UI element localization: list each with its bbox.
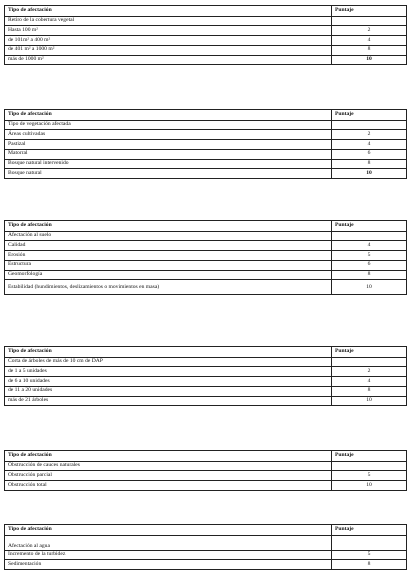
- row-score: 5: [332, 550, 407, 560]
- table-row: [5, 159, 407, 169]
- header-tipo-afectacion: Tipo de afectación: [5, 221, 332, 232]
- table-row: [5, 481, 407, 491]
- row-score: 4: [332, 36, 407, 46]
- table-afectacion-agua: [4, 524, 407, 570]
- table-row: [5, 241, 407, 251]
- table-subtitle: Afectación al agua: [5, 535, 332, 550]
- row-score: 6: [332, 149, 407, 159]
- header-puntaje: Puntaje: [332, 525, 407, 536]
- row-score: 8: [332, 159, 407, 169]
- row-label: Matorral: [5, 149, 332, 159]
- row-label: Incremento de la turbidez: [5, 550, 332, 560]
- table-subtitle: Afectación al suelo: [5, 231, 332, 241]
- table-row: [5, 270, 407, 280]
- row-label: Geomorfología: [5, 270, 332, 280]
- table-row: [5, 149, 407, 159]
- row-score: 4: [332, 140, 407, 150]
- row-label: más de 21 árboles: [5, 396, 332, 406]
- row-label: de 401 m² a 1000 m²: [5, 45, 332, 55]
- table-row: [5, 55, 407, 65]
- header-puntaje: Puntaje: [332, 347, 407, 358]
- row-score: 10: [332, 481, 407, 491]
- table-row: [5, 251, 407, 261]
- row-score: 10: [332, 169, 407, 179]
- table-vegetacion-afectada: [4, 109, 407, 179]
- row-score: 4: [332, 241, 407, 251]
- row-score: 2: [332, 26, 407, 36]
- row-label: Bosque natural intervenido: [5, 159, 332, 169]
- row-label: Obstrucción parcial: [5, 471, 332, 481]
- table-row: [5, 140, 407, 150]
- table-row: [5, 169, 407, 179]
- table-row: [5, 130, 407, 140]
- header-tipo-afectacion: Tipo de afectación: [5, 6, 332, 17]
- header-tipo-afectacion: Tipo de afectación: [5, 451, 332, 462]
- table-subtitle: Tipo de vegetación afectada: [5, 120, 332, 130]
- row-score: 8: [332, 386, 407, 396]
- row-label: Estructura: [5, 260, 332, 270]
- row-label: Obstrucción total: [5, 481, 332, 491]
- row-label: Bosque natural: [5, 169, 332, 179]
- row-label: de 101m² a 400 m²: [5, 36, 332, 46]
- table-row: [5, 26, 407, 36]
- table-row: [5, 367, 407, 377]
- row-label: Áreas cultivadas: [5, 130, 332, 140]
- table-corta-arboles: [4, 346, 407, 406]
- row-score: 2: [332, 130, 407, 140]
- table-row: [5, 560, 407, 570]
- row-label: Erosión: [5, 251, 332, 261]
- row-score: 10: [332, 55, 407, 65]
- table-row: [5, 377, 407, 387]
- row-label: de 6 a 10 unidades: [5, 377, 332, 387]
- row-score: 5: [332, 471, 407, 481]
- header-tipo-afectacion: Tipo de afectación: [5, 110, 332, 121]
- table-row: [5, 471, 407, 481]
- row-score: 4: [332, 377, 407, 387]
- table-row: [5, 550, 407, 560]
- table-obstruccion-cauces: [4, 450, 407, 491]
- table-subtitle: Corta de árboles de más de 10 cm de DAP: [5, 357, 332, 367]
- table-row: [5, 386, 407, 396]
- header-puntaje: Puntaje: [332, 110, 407, 121]
- row-label: de 11 a 20 unidades: [5, 386, 332, 396]
- row-score: 8: [332, 560, 407, 570]
- header-puntaje: Puntaje: [332, 6, 407, 17]
- header-tipo-afectacion: Tipo de afectación: [5, 347, 332, 358]
- table-afectacion-suelo: [4, 220, 407, 295]
- row-label: Sedimentación: [5, 560, 332, 570]
- row-score: 5: [332, 251, 407, 261]
- row-label: Pastizal: [5, 140, 332, 150]
- table-row: [5, 396, 407, 406]
- table-row: [5, 260, 407, 270]
- row-score: 10: [332, 396, 407, 406]
- table-subtitle: Retiro de la cobertura vegetal: [5, 16, 332, 26]
- table-row: [5, 45, 407, 55]
- table-cobertura-vegetal: [4, 5, 407, 65]
- header-puntaje: Puntaje: [332, 221, 407, 232]
- row-label: de 1 a 5 unidades: [5, 367, 332, 377]
- row-label: Estabilidad (hundimientos, deslizamientos o movimientos en masa): [5, 280, 332, 295]
- row-label: más de 1000 m²: [5, 55, 332, 65]
- table-subtitle: Obstrucción de cauces naturales: [5, 461, 332, 471]
- header-puntaje: Puntaje: [332, 451, 407, 462]
- row-score: 8: [332, 45, 407, 55]
- row-score: 2: [332, 367, 407, 377]
- row-score: 8: [332, 270, 407, 280]
- header-tipo-afectacion: Tipo de afectación: [5, 525, 332, 536]
- row-score: 10: [332, 280, 407, 295]
- row-score: 6: [332, 260, 407, 270]
- row-label: Hasta 100 m²: [5, 26, 332, 36]
- table-row: [5, 36, 407, 46]
- table-row: [5, 280, 407, 295]
- row-label: Calidad: [5, 241, 332, 251]
